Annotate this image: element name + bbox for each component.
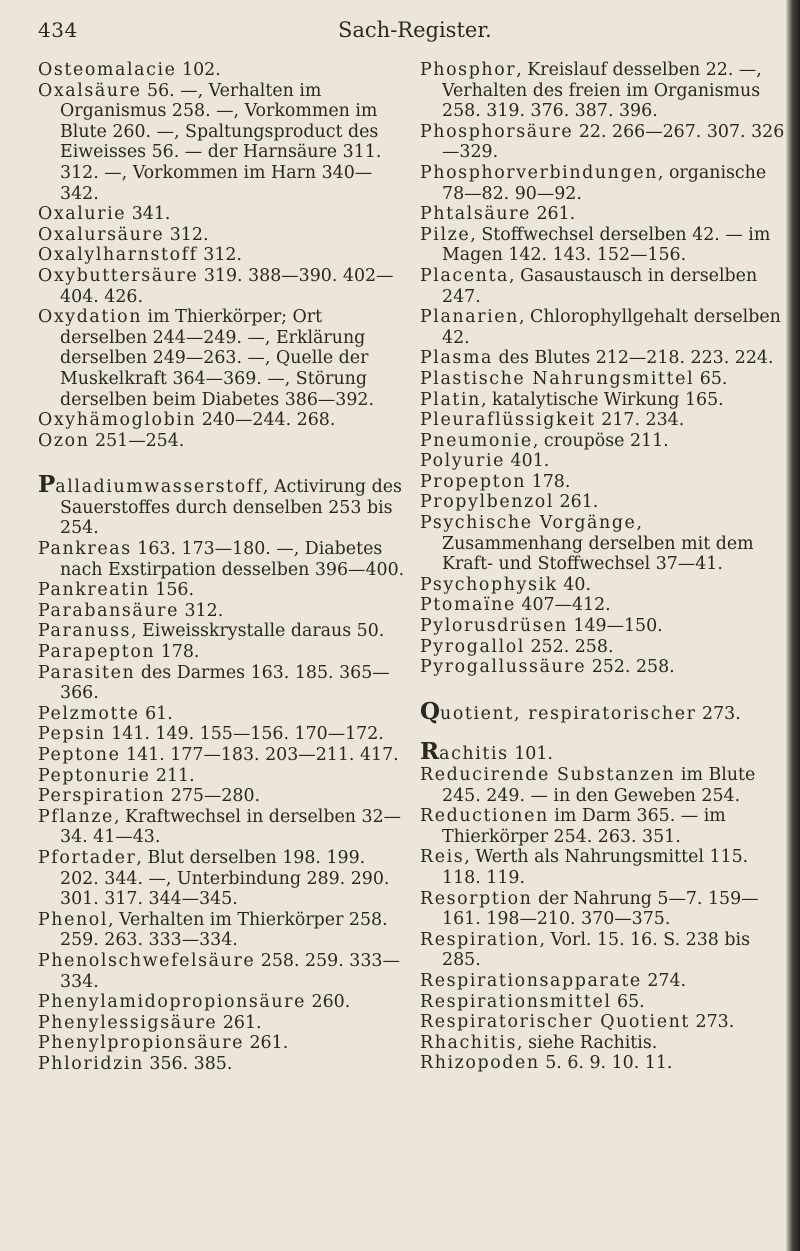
page-edge-shadow	[786, 0, 800, 1251]
index-entry	[420, 307, 786, 348]
index-term: Oxybuttersäure	[38, 265, 199, 286]
index-term: Phenylamidopropionsäure	[38, 992, 306, 1013]
index-entry	[38, 266, 406, 307]
index-term	[420, 738, 509, 766]
index-refs: 40.	[557, 574, 591, 595]
index-entry	[420, 637, 786, 658]
index-refs: , Chlorophyllgehalt derselben 42.	[442, 307, 781, 348]
index-entry	[38, 204, 406, 225]
index-term: Phenylpropionsäure	[38, 1033, 244, 1054]
index-refs: 261.	[243, 1033, 289, 1054]
index-refs: 273.	[689, 1012, 735, 1033]
index-entry-quotient	[420, 697, 786, 725]
index-entry	[38, 786, 406, 807]
index-refs: , Zusammenhang derselben mit dem Kraft- und Stoffwechsel 37—41.	[442, 513, 754, 575]
index-term: Reis	[420, 847, 465, 868]
index-entry	[420, 889, 786, 930]
index-entry	[420, 657, 786, 678]
index-entry	[38, 745, 406, 766]
index-term: Psychophysik	[420, 574, 558, 595]
index-term: Propepton	[420, 471, 527, 492]
page-number: 434	[38, 18, 78, 42]
index-entry	[420, 472, 786, 493]
index-term: Pleuraflüssigkeit	[420, 410, 596, 431]
index-refs: , Werth als Nahrungsmittel 115. 118. 119.	[442, 847, 749, 888]
index-term: Pneumonie	[420, 430, 533, 451]
index-refs: 156.	[149, 580, 194, 601]
index-refs: , Verhalten im Thierkörper 258. 259. 263. 333—334.	[60, 909, 388, 951]
index-term-rest: alladiumwasserstoff	[55, 477, 263, 498]
group-spacer	[420, 724, 786, 742]
index-refs: 65.	[611, 991, 645, 1012]
index-entry	[38, 642, 406, 663]
index-entry	[420, 492, 786, 513]
index-term: Pfortader	[38, 847, 137, 868]
index-entry	[420, 390, 786, 411]
index-term: Pankreatin	[38, 580, 150, 601]
index-refs: 56. —, Verhalten im Organismus 258. —, Vorkommen im Blute 260. —, Spaltungsproduct des Eiweisses 56. — der Harnsäure 311. 312. —, Vorkommen im Harn 340—342.	[60, 80, 382, 204]
index-entry	[420, 60, 786, 122]
index-entry	[420, 431, 786, 452]
index-refs: , Kraftwechsel in derselben 32—34. 41—43.	[60, 806, 401, 848]
index-entry	[38, 704, 406, 725]
index-term: Phosphorsäure	[420, 121, 574, 142]
index-entry	[38, 580, 406, 601]
index-refs: 22. 266—267. 307. 326—329.	[442, 121, 785, 163]
running-head: Sach-Register.	[338, 18, 492, 42]
index-refs: 178.	[526, 471, 571, 492]
index-term: Respiratorischer Quotient	[420, 1012, 690, 1033]
section-initial-q: Q	[420, 697, 441, 725]
section-initial-r: R	[420, 738, 440, 766]
index-entry	[420, 806, 786, 847]
index-group-p	[38, 539, 406, 1074]
index-term: Oxalsäure	[38, 80, 142, 101]
index-term: Oxyhämoglobin	[38, 410, 197, 431]
index-term: Placenta	[420, 265, 510, 286]
index-term: Oxalursäure	[38, 224, 165, 245]
index-refs: 356. 385.	[143, 1053, 233, 1074]
index-entry	[420, 971, 786, 992]
index-entry-palladiumwasserstoff	[38, 471, 406, 539]
index-entry	[38, 992, 406, 1013]
index-term: Oxalylharnstoff	[38, 245, 198, 266]
index-entry	[420, 992, 786, 1013]
index-term: Perspiration	[38, 786, 166, 807]
index-refs: 401.	[505, 451, 550, 472]
index-entry	[38, 225, 406, 246]
index-refs: 252. 258.	[586, 657, 675, 678]
index-refs: 65.	[694, 368, 728, 389]
index-entry	[420, 595, 786, 616]
index-refs: 261.	[554, 492, 599, 513]
index-entry	[420, 163, 786, 204]
index-refs: , katalytische Wirkung 165.	[480, 389, 724, 410]
index-entry	[420, 122, 786, 163]
index-entry	[420, 1053, 786, 1074]
index-refs: 251—254.	[89, 430, 185, 451]
index-term: Peptone	[38, 745, 121, 765]
index-refs: 273.	[696, 703, 741, 724]
index-entry	[38, 81, 406, 205]
index-term: Resorption	[420, 888, 533, 909]
index-refs: 178.	[155, 642, 200, 663]
index-refs: im Thierkörper; Ort derselben 244—249. —, Erklärung derselben 249—263. —, Quelle der Muskelkraft 364—369. —, Störung derselben beim Diabetes 386—392.	[60, 307, 375, 410]
index-entry	[420, 847, 786, 888]
index-term: Rhizopoden	[420, 1053, 540, 1074]
index-refs: , Blut derselben 198. 199. 202. 344. —, Unterbindung 289. 290. 301. 317. 344—345.	[60, 847, 390, 910]
index-term: Respirationsmittel	[420, 991, 612, 1012]
index-refs: 61.	[139, 703, 173, 724]
index-term-rest: uotient, respiratorischer	[440, 703, 697, 724]
index-entry	[420, 204, 786, 225]
index-refs: 163. 173—180. —, Diabetes nach Exstirpation desselben 396—400.	[60, 539, 405, 580]
index-group-o	[38, 60, 406, 451]
index-entry	[38, 431, 406, 452]
index-term: Phtalsäure	[420, 204, 531, 225]
index-entry	[420, 1012, 786, 1033]
index-refs: 252. 258.	[524, 636, 614, 657]
index-entry	[38, 601, 406, 622]
index-entry	[38, 848, 406, 910]
index-term: Oxalurie	[38, 204, 127, 225]
index-entry	[38, 410, 406, 431]
index-entry	[420, 930, 786, 971]
index-entry	[420, 575, 786, 596]
index-term: Propylbenzol	[420, 492, 555, 513]
index-entry	[38, 1033, 406, 1054]
index-refs: , Stoffwechsel derselben 42. — im Magen 142. 143. 152—156.	[442, 224, 771, 266]
index-refs: 274.	[641, 970, 687, 991]
index-refs: , Gasaustausch in derselben 247.	[442, 265, 758, 307]
index-entry	[420, 410, 786, 431]
index-entry	[420, 513, 786, 575]
page-header	[0, 18, 786, 48]
index-term: Parasiten	[38, 662, 136, 683]
index-column-right	[420, 60, 786, 1074]
index-term: Pylorusdrüsen	[420, 616, 568, 637]
index-refs: 217. 234.	[595, 410, 685, 431]
index-refs: 261.	[530, 204, 576, 225]
index-refs: 240—244. 268.	[196, 410, 336, 431]
index-term: Respirationsapparate	[420, 970, 642, 991]
index-refs: 5. 6. 9. 10. 11.	[539, 1053, 673, 1074]
index-refs: 211.	[150, 765, 195, 786]
index-term	[38, 471, 263, 499]
index-refs: 149—150.	[567, 616, 663, 637]
index-entry	[38, 766, 406, 787]
index-entry	[38, 539, 406, 580]
index-term: Phloridzin	[38, 1053, 144, 1074]
index-refs: , Kreislauf desselben 22. —, Verhalten des freien im Organismus 258. 319. 376. 387. 396.	[442, 60, 762, 122]
index-entry	[38, 1013, 406, 1034]
index-refs: der Nahrung 5—7. 159—161. 198—210. 370—375.	[442, 888, 759, 930]
index-refs: 341.	[126, 204, 171, 225]
index-term: Psychische Vorgänge	[420, 513, 637, 534]
index-entry	[420, 616, 786, 637]
index-term: Phenylessigsäure	[38, 1012, 218, 1033]
index-refs: , croupöse 211.	[532, 430, 669, 451]
index-refs: im Blute 245. 249. — in den Geweben 254.	[442, 765, 756, 806]
index-term: Respiration	[420, 929, 540, 950]
index-refs: 260.	[305, 992, 351, 1013]
index-refs: 102.	[176, 60, 221, 80]
index-term: Plasma	[420, 348, 494, 369]
index-refs: des Darmes 163. 185. 365—366.	[60, 662, 390, 704]
index-term: Phenolschwefelsäure	[38, 950, 256, 971]
index-entry	[38, 60, 406, 81]
index-term: Reductionen	[420, 806, 549, 827]
index-entry	[38, 621, 406, 642]
index-term: Peptonurie	[38, 765, 151, 786]
index-refs: 312.	[197, 245, 242, 266]
index-entry-rachitis	[420, 738, 786, 766]
index-entry	[420, 369, 786, 390]
index-term	[420, 697, 697, 725]
index-term-rest: achitis	[439, 744, 509, 765]
index-term: Osteomalacie	[38, 60, 177, 80]
index-refs: 319. 388—390. 402—404. 426.	[60, 265, 394, 307]
index-term: Pflanze	[38, 806, 114, 827]
index-term: Phosphorverbindungen	[420, 162, 658, 183]
index-term: Phosphor	[420, 60, 517, 80]
index-refs: , Vorl. 15. 16. S. 238 bis 285.	[442, 929, 750, 971]
index-entry	[38, 910, 406, 951]
index-term: Platin	[420, 389, 481, 410]
index-entry	[38, 807, 406, 848]
index-entry	[420, 225, 786, 266]
index-entry	[38, 1054, 406, 1075]
index-term: Plastische Nahrungsmittel	[420, 368, 695, 389]
index-refs: 261.	[217, 1012, 262, 1033]
index-refs: , siehe Rachitis.	[517, 1032, 658, 1053]
index-refs: , Eiweisskrystalle daraus 50.	[131, 621, 385, 642]
index-term: Parapepton	[38, 642, 156, 663]
index-refs: 275—280.	[165, 786, 261, 807]
index-term: Ozon	[38, 430, 90, 451]
index-refs: 101.	[508, 744, 553, 765]
index-entry	[420, 348, 786, 369]
index-entry	[420, 1033, 786, 1054]
index-entry	[38, 951, 406, 992]
index-refs: 258. 259. 333—334.	[60, 950, 400, 992]
index-term: Phenol	[38, 909, 109, 930]
index-term: Reducirende Substanzen	[420, 765, 676, 785]
index-refs: 407—412.	[515, 595, 611, 616]
index-term: Pyrogallol	[420, 636, 525, 657]
index-refs: 141. 177—183. 203—211. 417.	[120, 745, 399, 765]
index-term: Parabansäure	[38, 600, 179, 621]
index-entry	[38, 663, 406, 704]
index-term: Pepsin	[38, 724, 106, 745]
index-refs: 312.	[164, 224, 209, 245]
index-group-r	[420, 765, 786, 1074]
index-term: Paranuss	[38, 621, 132, 642]
index-term: Oxydation	[38, 307, 143, 328]
group-spacer	[420, 678, 786, 702]
index-term: Planarien	[420, 307, 519, 328]
section-initial-p: P	[38, 471, 56, 499]
index-term: Rhachitis	[420, 1032, 518, 1053]
index-entry	[38, 724, 406, 745]
index-entry	[38, 307, 406, 410]
index-term: Pelzmotte	[38, 703, 140, 724]
group-spacer	[38, 451, 406, 475]
index-term: Polyurie	[420, 451, 506, 472]
index-term: Pilze	[420, 224, 471, 245]
index-refs: , organische 78—82. 90—92.	[442, 162, 767, 204]
index-refs: 312.	[178, 600, 224, 621]
index-refs: , Activirung des Sauerstoffes durch denselben 253 bis 254.	[60, 477, 402, 539]
index-group-p-continued	[420, 60, 786, 678]
index-term: Pankreas	[38, 539, 132, 560]
index-refs: im Darm 365. — im Thierkörper 254. 263. 351.	[442, 806, 726, 847]
index-term: Ptomaïne	[420, 595, 516, 616]
index-column-left	[38, 60, 406, 1075]
index-refs: 141. 149. 155—156. 170—172.	[105, 724, 384, 745]
index-refs: des Blutes 212—218. 223. 224.	[493, 348, 774, 369]
index-entry	[420, 266, 786, 307]
index-entry	[420, 451, 786, 472]
index-entry	[420, 765, 786, 806]
index-term: Pyrogallussäure	[420, 657, 587, 678]
index-entry	[38, 245, 406, 266]
